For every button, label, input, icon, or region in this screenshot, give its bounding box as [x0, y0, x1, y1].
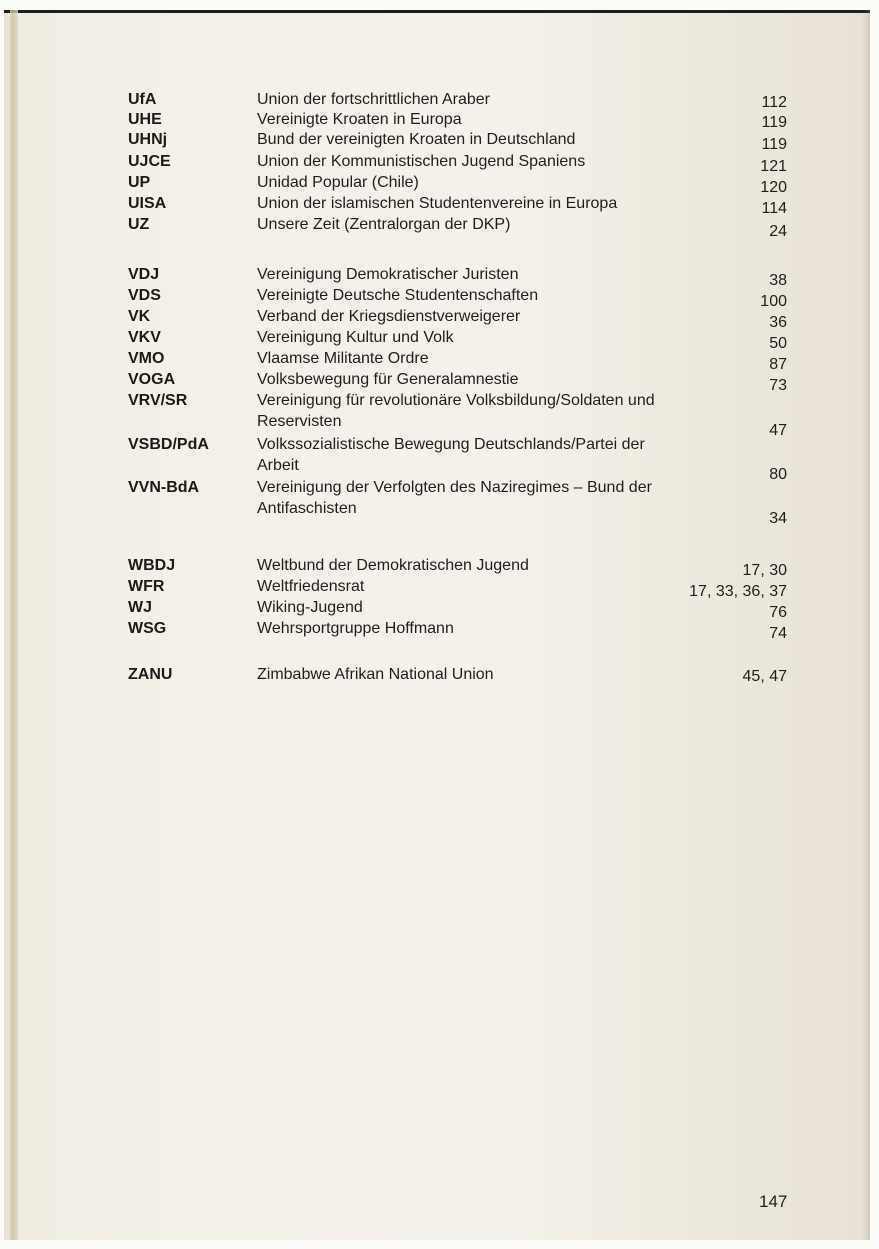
entry-description: Verband der Kriegsdienstverweigerer	[257, 308, 521, 325]
entry-pages: 87	[769, 356, 787, 373]
entry-pages: 45, 47	[742, 668, 787, 685]
entry-description: Vereinigung für revolutionäre Volksbildung/Soldaten und	[257, 392, 655, 409]
entry-abbreviation: VK	[128, 308, 151, 325]
entry-abbreviation: UISA	[128, 195, 167, 212]
entry-pages: 36	[769, 314, 787, 331]
entry-pages: 121	[760, 158, 787, 175]
entry-description: Weltfriedensrat	[257, 578, 365, 595]
entry-pages: 73	[769, 377, 787, 394]
entry-pages: 119	[761, 114, 787, 131]
entry-abbreviation: UZ	[128, 216, 150, 233]
entry-abbreviation: VDJ	[128, 266, 160, 283]
entry-description: Vereinigte Deutsche Studentenschaften	[257, 287, 539, 304]
entry-description: Wehrsportgruppe Hoffmann	[257, 620, 454, 637]
entry-pages: 24	[769, 223, 787, 240]
entry-description: Volkssozialistische Bewegung Deutschlands/Partei der	[257, 436, 645, 453]
entry-pages: 80	[769, 466, 787, 483]
entry-abbreviation: ZANU	[128, 666, 173, 683]
entry-abbreviation: VRV/SR	[128, 392, 188, 409]
entry-abbreviation: WBDJ	[128, 557, 176, 574]
entry-description: Vereinigung Kultur und Volk	[257, 329, 454, 346]
entry-pages: 119	[761, 136, 787, 153]
entry-abbreviation: VOGA	[128, 371, 176, 388]
entry-pages: 50	[769, 335, 787, 352]
entry-description: Volksbewegung für Generalamnestie	[257, 371, 519, 388]
entry-description: Vereinigung der Verfolgten des Naziregimes – Bund der	[257, 479, 652, 496]
entry-description: Union der islamischen Studentenvereine in Europa	[257, 195, 618, 212]
entry-description: Vereinigte Kroaten in Europa	[257, 111, 462, 128]
entry-description: Unsere Zeit (Zentralorgan der DKP)	[257, 216, 511, 233]
entry-description-continued: Antifaschisten	[257, 500, 357, 517]
entry-abbreviation: UJCE	[128, 153, 171, 170]
page-number: 147	[759, 1192, 788, 1211]
entry-pages: 17, 33, 36, 37	[689, 583, 787, 600]
entry-description: Vereinigung Demokratischer Juristen	[257, 266, 519, 283]
entry-abbreviation: UHNj	[128, 131, 168, 148]
entry-abbreviation: VDS	[128, 287, 161, 304]
entry-abbreviation: UHE	[128, 111, 162, 128]
entry-abbreviation: WFR	[128, 578, 165, 595]
entry-pages: 100	[760, 293, 787, 310]
entry-description-continued: Arbeit	[257, 457, 299, 474]
entry-description: Union der fortschrittlichen Araber	[257, 91, 490, 108]
entry-pages: 34	[769, 510, 787, 527]
entry-description: Vlaamse Militante Ordre	[257, 350, 429, 367]
entry-abbreviation: VVN-BdA	[128, 479, 200, 496]
entry-pages: 47	[769, 422, 787, 439]
entry-description: Union der Kommunistischen Jugend Spaniens	[257, 153, 586, 170]
entry-pages: 76	[769, 604, 787, 621]
entry-abbreviation: WJ	[128, 599, 152, 616]
entry-pages: 38	[769, 272, 787, 289]
entry-abbreviation: VMO	[128, 350, 165, 367]
entry-abbreviation: UfA	[128, 91, 157, 108]
entry-pages: 120	[760, 179, 787, 196]
entry-description: Wiking-Jugend	[257, 599, 363, 616]
entry-description-continued: Reservisten	[257, 413, 342, 430]
entry-pages: 114	[761, 200, 787, 217]
entry-pages: 74	[769, 625, 787, 642]
entry-pages: 17, 30	[742, 562, 787, 579]
entry-description: Weltbund der Demokratischen Jugend	[257, 557, 529, 574]
entry-description: Unidad Popular (Chile)	[257, 174, 419, 191]
entry-description: Bund der vereinigten Kroaten in Deutschland	[257, 131, 576, 148]
entry-pages: 112	[761, 94, 787, 111]
entry-abbreviation: VSBD/PdA	[128, 436, 209, 453]
entry-abbreviation: UP	[128, 174, 151, 191]
entry-abbreviation: VKV	[128, 329, 161, 346]
book-page	[4, 10, 870, 1240]
entry-description: Zimbabwe Afrikan National Union	[257, 666, 494, 683]
entry-abbreviation: WSG	[128, 620, 167, 637]
